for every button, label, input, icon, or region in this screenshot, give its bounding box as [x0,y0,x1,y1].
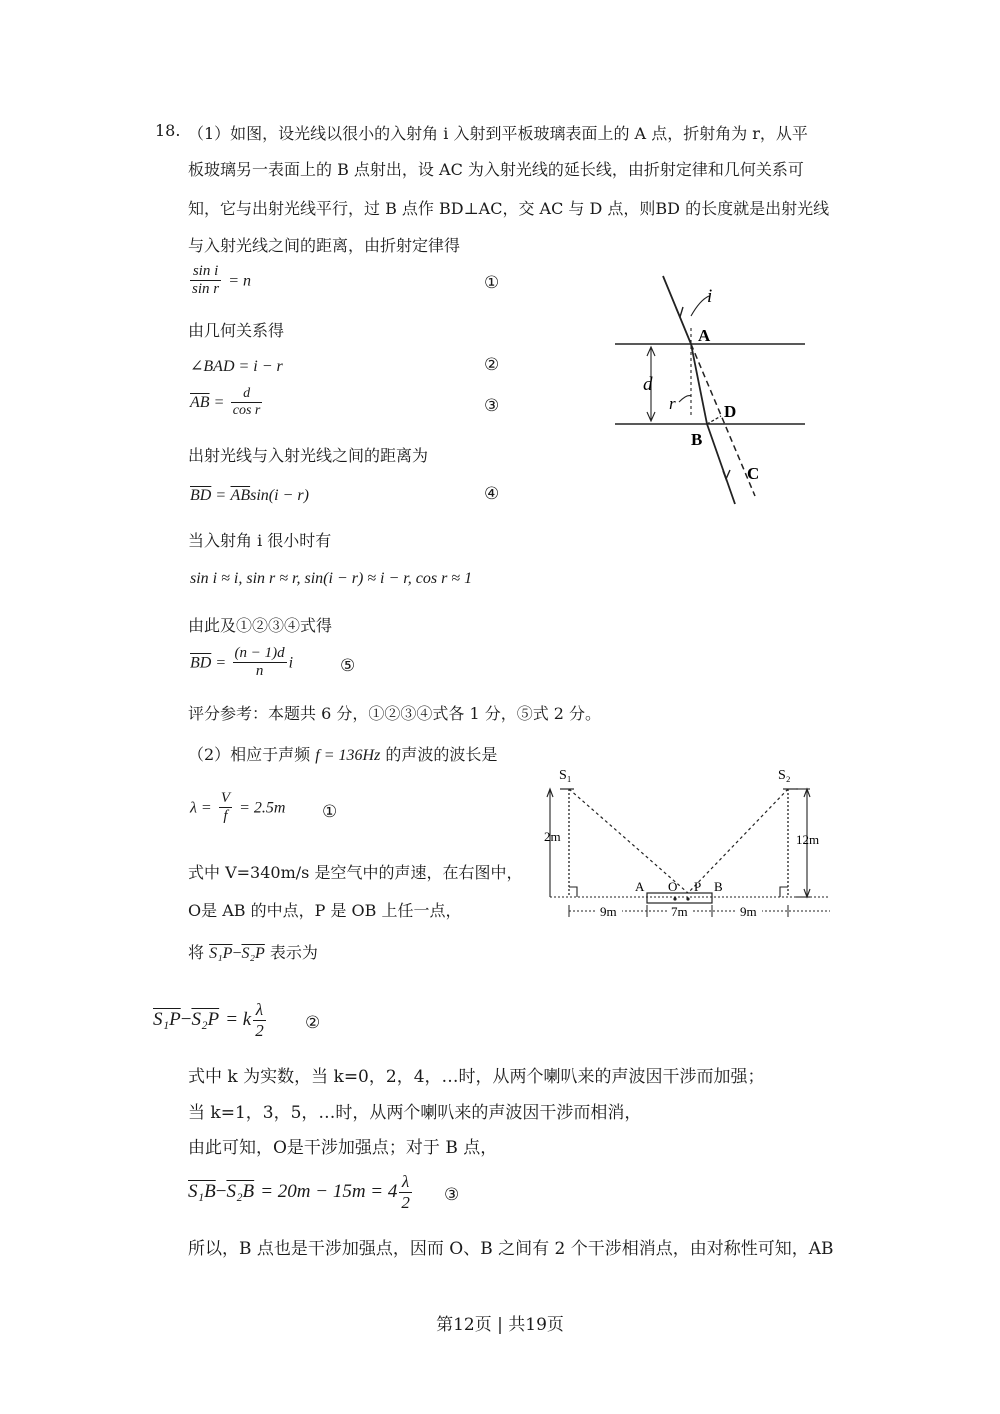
distance-text: 出射光线与入射光线之间的距离为 [188,446,429,465]
express-line: 将 S₁P−S₂P 表示为 [188,943,318,962]
equation-3: $\overline{AB}$ = $\frac{d}{\text{cos r}}$ [190,386,261,419]
wavelength-equation-tag: ① [322,802,338,822]
label-left-height: 2m [544,829,561,844]
equation-1: $\frac{\text{sin i}}{\text{sin r}}$ = n [192,263,251,298]
equation-2-tag: ② [484,355,500,375]
extension-line-ac [691,344,755,496]
equation-2: ∠BAD = i − r [190,358,283,375]
intro-line-3: 知，它与出射光线平行，过 B 点作 BD⊥AC，交 AC 与 D 点，则BD 的长度就是出射光线 [188,199,830,218]
equation-5-tag: ⑤ [340,656,356,676]
conclusion-line: 所以，B 点也是干涉加强点，因而 O、B 之间有 2 个干涉相消点，由对称性可知，AB [188,1239,834,1259]
k-even-line: 式中 k 为实数，当 k=0，2，4，…时，从两个喇叭来的声波因干涉而加强； [188,1067,765,1087]
intro-line-2: 板玻璃另一表面上的 B 点射出，设 AC 为入射光线的延长线，由折射定律和几何关系可 [188,160,804,179]
speed-line: 式中 V=340m/s 是空气中的声速，在右图中， [188,863,523,882]
label-P: P [694,879,702,894]
small-angle-text: 当入射角 i 很小时有 [188,531,332,550]
label-i: i [707,286,713,307]
label-S2: S₂ [778,768,791,783]
k-odd-line: 当 k=1，3，5，…时，从两个喇叭来的声波因干涉而相消， [188,1103,642,1123]
approximation: sin i ≈ i, sin r ≈ r, sin(i − r) ≈ i − r, cos r ≈ 1 [190,570,473,587]
problem-number: 18. [155,121,181,140]
segment-AB [647,893,712,903]
refracted-ray [691,344,707,424]
equation-5: $\overline{BD}$ = $\frac{(n - 1)d}{n}$ i [190,645,294,680]
intro-line-1: （1）如图，设光线以很小的入射角 i 入射到平板玻璃表面上的 A 点，折射角为 r，从平 [188,124,808,143]
label-left-distance: 9m [600,904,617,919]
label-right-distance: 9m [740,904,757,919]
label-A: A [698,326,711,345]
speaker-figure [540,763,840,925]
point-B-equation: S₁B−S₂B = 20m − 15m = 4 $\frac{\lambda}{2}$ [188,1172,410,1212]
angle-r-arc [679,396,691,402]
label-C: C [747,464,760,483]
midpoint-line: O是 AB 的中点，P 是 OB 上任一点， [188,901,462,920]
equation-1-tag: ① [484,273,500,293]
label-d: d [643,374,653,395]
path-difference-equation: S₁P−S₂P = k $\frac{\lambda}{2}$ [153,1000,264,1040]
label-right-height: 12m [796,832,820,847]
o-strong-line: 由此可知，O是干涉加强点；对于 B 点， [188,1138,498,1158]
s2-path [688,789,788,893]
perpendicular-bd [707,416,721,424]
path-difference-equation-tag: ② [305,1013,321,1033]
label-S1: S₁ [559,768,572,783]
equation-4-tag: ④ [484,484,500,504]
point-B-equation-tag: ③ [444,1185,460,1205]
label-A: A [635,879,645,894]
label-r: r [669,394,676,413]
label-O: O [668,879,678,894]
refraction-figure [605,268,815,513]
emergent-ray [707,424,735,504]
label-D: D [724,402,737,421]
equation-3-tag: ③ [484,396,500,416]
intro-line-4: 与入射光线之间的距离，由折射定律得 [188,236,461,255]
wavelength-equation: λ = $\frac{V}{f}$ = 2.5m [190,790,286,825]
equation-4: $\overline{BD} = \overline{AB}\sin(i - r)$ [190,487,309,504]
derive-text: 由此及①②③④式得 [188,616,333,635]
s1-path [569,789,688,893]
geometry-text: 由几何关系得 [188,321,285,340]
label-B: B [691,430,703,449]
label-mid-distance: 7m [671,904,688,919]
part2-intro: （2）相应于声频 f = 136Hz 的声波的波长是 [188,745,498,764]
scoring-text: 评分参考：本题共 6 分，①②③④式各 1 分，⑤式 2 分。 [188,704,602,723]
page-footer: 第12页 | 共19页 [436,1315,564,1335]
label-B: B [714,879,723,894]
